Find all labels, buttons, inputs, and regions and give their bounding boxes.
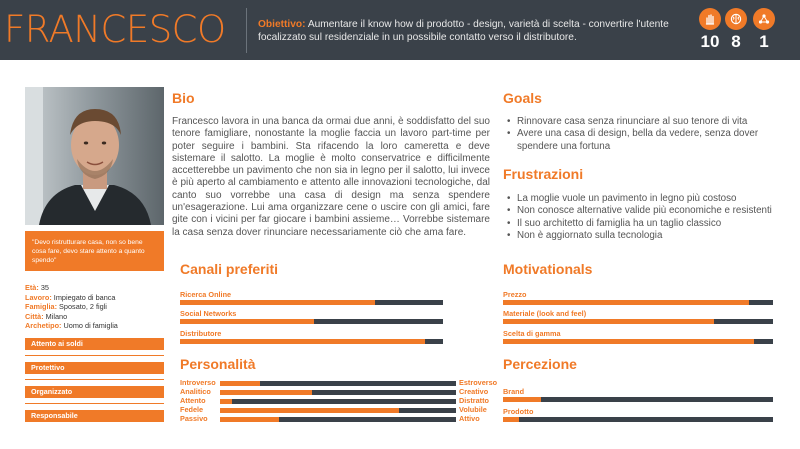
fact-label: Famiglia: [25,302,58,311]
persona-quote: "Devo ristrutturare casa, non so bene cosa fare, devo stare attento a quanto spendo" [25,231,164,271]
canale-bar-fill [180,300,375,305]
trait-left-label: Passivo [180,414,208,423]
personality-bar [220,399,456,404]
fact-value: Sposato, 2 figli [57,302,107,311]
fact-family [25,302,164,312]
motivational-label: Prezzo [503,290,527,299]
personality-bar [220,390,456,395]
trait-left-label: Attento [180,396,206,405]
fact-job [25,293,164,303]
frustration-item: • Non conosce alternative valide più economiche e resistenti [503,205,778,217]
fact-label: Città: [25,311,44,321]
fact-age [25,283,164,293]
canale-bar-fill [180,339,425,344]
frustrazioni-title: Frustrazioni [503,166,584,182]
trait-right-label: Distratto [459,396,489,405]
objective-text: Aumentare il know how di prodotto - design, varietà di scelta - convertire l'utente focalizzato sul residenziale in un possibile contatto verso il distributore. [258,19,669,43]
fact-city [25,312,164,322]
percezione-bar-fill [503,417,519,422]
trait-right-label: Creativo [459,387,489,396]
canale-bar [180,339,443,344]
percezione-label: Prodotto [503,407,534,416]
personality-bar-fill [220,408,399,413]
personality-bar [220,417,456,422]
bio-title: Bio [172,90,195,106]
stat-brain [723,8,749,51]
canale-label: Social Networks [180,309,237,318]
trait-divider [25,379,164,380]
stat-brain-value: 8 [731,32,741,51]
trait-divider [25,403,164,404]
fact-value: Milano [43,311,68,321]
hand-icon [699,8,721,30]
trait-right-label: Attivo [459,414,480,423]
fact-label: Archetipo: [25,321,62,330]
persona-name: FRANCESCO [4,8,226,51]
trait-left-label: Analitico [180,387,211,396]
personality-bar [220,381,456,386]
percezione-bar-fill [503,397,541,402]
canale-label: Ricerca Online [180,290,232,299]
fact-label: Lavoro: [25,292,52,302]
stat-hand-value: 10 [700,32,720,51]
objective [258,18,678,44]
trait-divider [25,355,164,356]
percezione-bar [503,397,773,402]
percezione-label: Brand [503,387,525,396]
fact-value: Impiegato di banca [51,292,116,302]
goal-item: • Avere una casa di design, bella da vedere, senza dover spendere una fortuna [503,128,778,153]
motivational-bar [503,300,773,305]
brain-icon [725,8,747,30]
frustrazioni-list [503,193,778,242]
personality-bar-fill [220,399,232,404]
trait-badge: Attento ai soldi [25,338,164,350]
personality-bar [220,408,456,413]
goals-title: Goals [503,90,542,106]
header-divider [246,8,247,53]
frustration-item: • Non è aggiornato sulla tecnologia [503,230,778,242]
persona-photo [25,87,164,225]
bio-text: Francesco lavora in una banca da ormai due anni, è soddisfatto del suo tenore famigliare, nonostante la moglie faccia un lavoro part-time per poter seguire i bambini. Sta rifacendo la loro cameretta e deve sistemare il salotto. La moglie è molto conservatrice e difficilmente accetterebbe un pavimento che non sia in legno per il salotto, lui invece è più aperto al cambiamento e attento alle innovazioni tecnologiche, dal canto suo vorrebbe una casa di design ma senza spendere un'esagerazione. Lui ama organizzare cene o uscire con gli amici, fare gite con i vicini per far giocare i bambini assieme… Vorrebbe sistemare la casa senza dover rinunciare necessariamente ciò che ama fare. [172,116,490,238]
canale-label: Distributore [180,329,222,338]
persona-facts [25,283,164,331]
canale-bar-fill [180,319,314,324]
personality-bar-fill [220,417,279,422]
header-bar [0,0,800,60]
motivational-bar-fill [503,339,754,344]
trait-badge: Organizzato [25,386,164,398]
trait-right-label: Volubile [459,405,487,414]
motivational-bar [503,319,773,324]
goal-item: • Rinnovare casa senza rinunciare al suo tenore di vita [503,116,778,128]
canale-bar [180,300,443,305]
stat-network-value: 1 [759,32,769,51]
fact-value: Uomo di famiglia [61,321,118,330]
trait-right-label: Estroverso [459,378,498,387]
objective-label: Obiettivo: [258,19,306,30]
motivational-bar-fill [503,300,749,305]
frustration-item: • Il suo architetto di famiglia ha un taglio classico [503,218,778,230]
percezione-bar [503,417,773,422]
canali-title: Canali preferiti [180,261,279,277]
motivational-bar-fill [503,319,714,324]
goals-list [503,116,778,153]
personalita-title: Personalità [180,356,256,372]
fact-value: 35 [38,283,49,292]
personality-bar-fill [220,390,312,395]
motivational-label: Materiale (look and feel) [503,309,587,318]
motivationals-title: Motivationals [503,261,593,277]
personality-bar-fill [220,381,260,386]
trait-badge: Responsabile [25,410,164,422]
percezione-title: Percezione [503,356,577,372]
stat-hand [697,8,723,51]
fact-label: Età: [25,283,39,292]
frustration-item: • La moglie vuole un pavimento in legno più costoso [503,193,778,205]
fact-archetype [25,321,164,331]
trait-badge: Protettivo [25,362,164,374]
stat-network [751,8,777,51]
trait-left-label: Fedele [180,405,204,414]
network-icon [753,8,775,30]
motivational-bar [503,339,773,344]
trait-left-label: Introverso [180,378,216,387]
motivational-label: Scelta di gamma [503,329,561,338]
canale-bar [180,319,443,324]
